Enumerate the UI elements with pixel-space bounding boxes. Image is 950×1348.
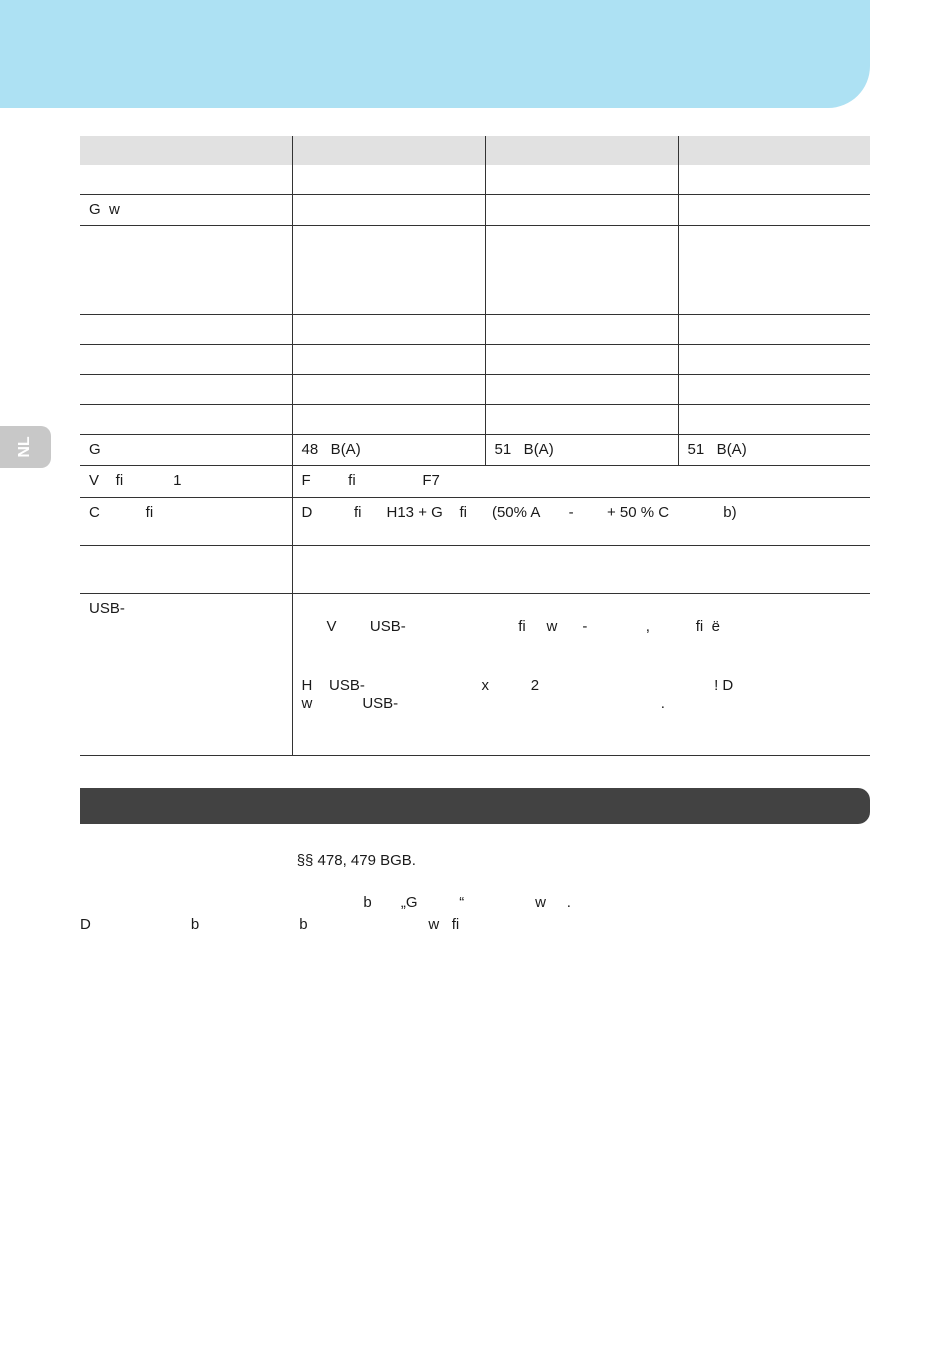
spec-table xyxy=(80,136,870,756)
table-row xyxy=(80,165,870,195)
table-cell xyxy=(80,226,292,315)
table-row xyxy=(80,345,870,375)
table-row xyxy=(80,546,870,594)
table-cell xyxy=(80,405,292,435)
table-cell xyxy=(292,165,485,195)
table-cell xyxy=(80,165,292,195)
table-cell xyxy=(292,345,485,375)
table-cell: D fi H13 + G fi (50% A - + 50 % C b) xyxy=(292,498,870,546)
table-cell xyxy=(80,136,292,165)
table-cell xyxy=(678,405,870,435)
table-cell xyxy=(80,315,292,345)
table-row xyxy=(80,594,870,756)
table-cell: G xyxy=(80,435,292,466)
table-cell: V fi 1 xyxy=(80,466,292,498)
table-cell xyxy=(678,136,870,165)
usb-note-line: V USB- fi w - , fi ë xyxy=(326,618,720,635)
table-row xyxy=(80,195,870,226)
table-cell xyxy=(678,226,870,315)
table-row xyxy=(80,375,870,405)
table-cell xyxy=(678,315,870,345)
language-tab xyxy=(0,426,51,468)
table-row xyxy=(80,498,870,546)
table-cell xyxy=(485,226,678,315)
table-cell: F fi F7 xyxy=(292,466,870,498)
table-cell xyxy=(485,405,678,435)
table-cell xyxy=(292,315,485,345)
usb-warning-text: H USB- x 2 ! D w USB- . xyxy=(301,677,734,712)
table-cell xyxy=(292,136,485,165)
table-cell xyxy=(485,345,678,375)
table-cell xyxy=(485,136,678,165)
table-cell: 51 B(A) xyxy=(485,435,678,466)
language-tab-label: NL xyxy=(16,436,33,458)
table-cell xyxy=(292,226,485,315)
table-cell xyxy=(292,405,485,435)
table-cell: 51 B(A) xyxy=(678,435,870,466)
table-row xyxy=(80,466,870,498)
table-header-row xyxy=(80,136,870,165)
warranty-paragraph: §§ 478, 479 BGB. xyxy=(80,852,416,869)
table-cell: C fi xyxy=(80,498,292,546)
table-cell xyxy=(292,546,870,594)
table-cell: USB- xyxy=(80,594,292,756)
warranty-paragraph: b „G “ w . xyxy=(80,894,571,911)
table-cell xyxy=(80,375,292,405)
table-cell xyxy=(678,345,870,375)
table-cell xyxy=(80,345,292,375)
table-cell xyxy=(485,165,678,195)
header-band xyxy=(0,0,870,108)
table-cell xyxy=(485,195,678,226)
table-row xyxy=(80,226,870,315)
table-cell xyxy=(678,375,870,405)
table-row xyxy=(80,405,870,435)
table-cell xyxy=(80,546,292,594)
table-cell xyxy=(292,195,485,226)
table-cell: 48 B(A) xyxy=(292,435,485,466)
section-header-bar xyxy=(80,788,870,824)
table-row xyxy=(80,315,870,345)
table-cell xyxy=(485,315,678,345)
table-cell xyxy=(678,195,870,226)
warranty-paragraph: D b b w fi xyxy=(80,916,460,933)
table-cell xyxy=(485,375,678,405)
table-cell xyxy=(292,594,870,756)
table-cell xyxy=(292,375,485,405)
table-row xyxy=(80,435,870,466)
table-cell: G w xyxy=(80,195,292,226)
table-cell xyxy=(678,165,870,195)
